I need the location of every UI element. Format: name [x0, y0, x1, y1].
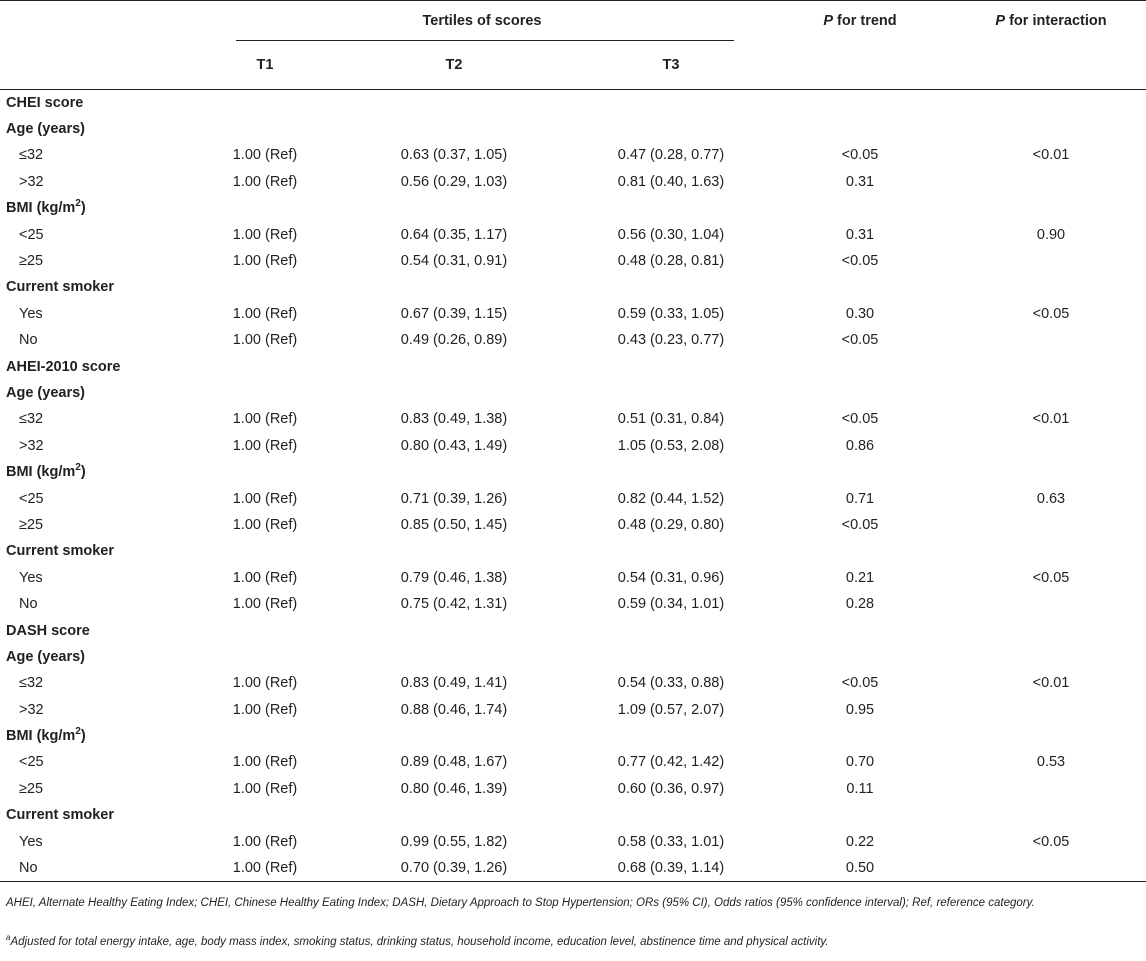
cell-t1: 1.00 (Ref)	[232, 411, 298, 428]
cell-t3: 0.48 (0.29, 0.80)	[617, 516, 725, 533]
table-row	[0, 749, 1146, 775]
p-trend-header	[764, 1, 956, 41]
group-label-text: Age (years)	[6, 648, 85, 665]
cell-t1: 1.00 (Ref)	[232, 226, 298, 243]
cell-t2: 0.64 (0.35, 1.17)	[400, 226, 508, 243]
group-label	[0, 538, 1146, 564]
group-label-text: Current smoker	[6, 807, 114, 824]
p-interaction-rest: for interaction	[1005, 12, 1107, 29]
row-label: No	[19, 332, 38, 349]
header-empty-cell	[0, 41, 200, 90]
cell-t2: 0.85 (0.50, 1.45)	[400, 516, 508, 533]
group-label-text: Current smoker	[6, 279, 114, 296]
t3-header: T3	[578, 41, 764, 90]
tertiles-label: Tertiles of scores	[422, 12, 542, 29]
cell-interaction: <0.01	[1032, 147, 1070, 164]
cell-trend: <0.05	[841, 332, 879, 349]
group-label-text: BMI (kg/m	[6, 464, 76, 481]
group-row	[0, 723, 1146, 749]
cell-t1: 1.00 (Ref)	[232, 675, 298, 692]
cell-t3: 0.60 (0.36, 0.97)	[617, 780, 725, 797]
footnote-abbreviations: AHEI, Alternate Healthy Eating Index; CHEI, Chinese Healthy Eating Index; DASH, Dietary Approach to Stop Hypertension; ORs (95% CI), Odds ratios (95% confidence interval); Ref, reference category.	[6, 897, 1035, 909]
group-label-text: BMI (kg/m	[6, 728, 76, 745]
header-row-2	[0, 41, 1146, 90]
cell-trend: 0.31	[845, 173, 875, 190]
group-label-text: Age (years)	[6, 384, 85, 401]
cell-t1: 1.00 (Ref)	[232, 833, 298, 850]
cell-interaction	[956, 248, 1146, 274]
table-row	[0, 248, 1146, 274]
cell-trend: 0.95	[845, 701, 875, 718]
tertiles-underline	[236, 40, 734, 41]
group-label-sup: 2	[75, 462, 81, 474]
section-row	[0, 90, 1146, 116]
cell-t2: 0.75 (0.42, 1.31)	[400, 596, 508, 613]
cell-t3: 1.05 (0.53, 2.08)	[617, 437, 725, 454]
table-row	[0, 433, 1146, 459]
cell-interaction: 0.90	[1036, 226, 1066, 243]
table-row	[0, 565, 1146, 591]
cell-trend: <0.05	[841, 147, 879, 164]
cell-t1: 1.00 (Ref)	[200, 855, 330, 881]
table-row	[0, 485, 1146, 511]
group-label-text: Current smoker	[6, 543, 114, 560]
row-label: ≥25	[19, 253, 44, 270]
cell-trend: 0.86	[845, 437, 875, 454]
table-row	[0, 670, 1146, 696]
table-row	[0, 512, 1146, 538]
cell-t1: 1.00 (Ref)	[232, 596, 298, 613]
group-label	[0, 116, 1146, 142]
group-row	[0, 644, 1146, 670]
cell-trend: 0.21	[845, 569, 875, 586]
group-label	[0, 380, 1146, 406]
table-row	[0, 169, 1146, 195]
cell-t3: 0.43 (0.23, 0.77)	[617, 332, 725, 349]
cell-t2: 0.88 (0.46, 1.74)	[400, 701, 508, 718]
group-row	[0, 274, 1146, 300]
table-row	[0, 855, 1146, 881]
table-row	[0, 221, 1146, 247]
cell-t3: 0.68 (0.39, 1.14)	[578, 855, 764, 881]
cell-t3: 0.59 (0.34, 1.01)	[617, 596, 725, 613]
cell-trend: 0.71	[845, 490, 875, 507]
row-label: ≤32	[19, 147, 44, 164]
table-row	[0, 776, 1146, 802]
row-label: Yes	[19, 833, 43, 850]
row-label: ≤32	[19, 411, 44, 428]
cell-t1: 1.00 (Ref)	[232, 754, 298, 771]
cell-interaction	[956, 169, 1146, 195]
group-row	[0, 380, 1146, 406]
cell-t3: 0.54 (0.31, 0.96)	[617, 569, 725, 586]
group-label-text: BMI (kg/m	[6, 200, 76, 217]
group-label-end: )	[80, 464, 86, 481]
group-label	[0, 274, 1146, 300]
cell-interaction	[956, 855, 1146, 881]
cell-t3: 0.56 (0.30, 1.04)	[617, 226, 725, 243]
cell-t2: 0.56 (0.29, 1.03)	[400, 173, 508, 190]
group-label	[0, 723, 1146, 749]
cell-trend: 0.28	[845, 596, 875, 613]
cell-t2: 0.80 (0.43, 1.49)	[400, 437, 508, 454]
row-label: ≥25	[19, 516, 44, 533]
cell-interaction: <0.05	[1032, 569, 1070, 586]
cell-t3: 0.81 (0.40, 1.63)	[617, 173, 725, 190]
group-label-end: )	[80, 728, 86, 745]
tertiles-header	[200, 1, 764, 41]
header-empty-cell	[956, 41, 1146, 90]
row-label: >32	[19, 437, 44, 454]
row-label: <25	[19, 490, 44, 507]
group-label	[0, 802, 1146, 828]
cell-interaction	[956, 512, 1146, 538]
table-row	[0, 696, 1146, 722]
cell-t3: 0.82 (0.44, 1.52)	[617, 490, 725, 507]
cell-t2: 0.54 (0.31, 0.91)	[400, 253, 508, 270]
section-title: CHEI score	[6, 94, 84, 111]
cell-trend: <0.05	[841, 516, 879, 533]
p-interaction-header	[956, 1, 1146, 41]
group-label-text: Age (years)	[6, 121, 85, 138]
cell-trend: 0.11	[846, 780, 874, 797]
cell-t2: 0.83 (0.49, 1.41)	[400, 675, 508, 692]
cell-t3: 1.09 (0.57, 2.07)	[617, 701, 725, 718]
cell-interaction: 0.63	[1036, 490, 1066, 507]
group-label-sup: 2	[75, 198, 81, 210]
cell-interaction: <0.01	[1032, 675, 1070, 692]
group-row	[0, 459, 1146, 485]
row-label: No	[0, 855, 200, 881]
t1-header: T1	[200, 41, 330, 90]
group-row	[0, 195, 1146, 221]
table-row	[0, 301, 1146, 327]
row-label: >32	[19, 701, 44, 718]
cell-t3: 0.59 (0.33, 1.05)	[617, 305, 725, 322]
cell-trend: 0.31	[845, 226, 875, 243]
group-label-sup: 2	[75, 726, 81, 738]
table-row	[0, 406, 1146, 432]
table-body	[0, 90, 1146, 882]
cell-trend: 0.22	[845, 833, 875, 850]
row-label: No	[19, 596, 38, 613]
cell-t3: 0.51 (0.31, 0.84)	[617, 411, 725, 428]
cell-t1: 1.00 (Ref)	[232, 253, 298, 270]
cell-t2: 0.70 (0.39, 1.26)	[330, 855, 578, 881]
header-row-1	[0, 1, 1146, 41]
cell-trend: <0.05	[841, 411, 879, 428]
cell-t3: 0.58 (0.33, 1.01)	[617, 833, 725, 850]
row-label: >32	[19, 173, 44, 190]
group-row	[0, 802, 1146, 828]
table-row	[0, 828, 1146, 854]
cell-t1: 1.00 (Ref)	[232, 490, 298, 507]
cell-t1: 1.00 (Ref)	[232, 332, 298, 349]
cell-interaction	[956, 327, 1146, 353]
cell-trend: <0.05	[841, 675, 879, 692]
cell-t2: 0.99 (0.55, 1.82)	[400, 833, 508, 850]
row-label: Yes	[19, 569, 43, 586]
row-label: Yes	[19, 305, 43, 322]
cell-t1: 1.00 (Ref)	[232, 305, 298, 322]
cell-t1: 1.00 (Ref)	[232, 516, 298, 533]
group-label	[0, 644, 1146, 670]
footnote-adjusted	[6, 933, 1142, 952]
row-label: <25	[19, 754, 44, 771]
cell-t1: 1.00 (Ref)	[232, 437, 298, 454]
cell-trend: 0.70	[845, 754, 875, 771]
cell-t2: 0.83 (0.49, 1.38)	[400, 411, 508, 428]
cell-t2: 0.79 (0.46, 1.38)	[400, 569, 508, 586]
cell-trend: <0.05	[841, 253, 879, 270]
cell-t1: 1.00 (Ref)	[232, 173, 298, 190]
cell-t1: 1.00 (Ref)	[232, 147, 298, 164]
group-row	[0, 538, 1146, 564]
group-label	[0, 195, 1146, 221]
header-empty-cell	[0, 1, 200, 41]
group-label	[0, 459, 1146, 485]
cell-t2: 0.80 (0.46, 1.39)	[400, 780, 508, 797]
cell-trend: 0.30	[845, 305, 875, 322]
table-row	[0, 591, 1146, 617]
row-label: <25	[19, 226, 44, 243]
footnote-marker: a	[6, 933, 11, 943]
cell-t1: 1.00 (Ref)	[232, 569, 298, 586]
cell-interaction: <0.05	[1032, 833, 1070, 850]
row-label: ≤32	[19, 675, 44, 692]
p-interaction-italic: P	[995, 12, 1006, 29]
p-trend-rest: for trend	[833, 12, 897, 29]
cell-t2: 0.63 (0.37, 1.05)	[400, 147, 508, 164]
group-row	[0, 116, 1146, 142]
table-row	[0, 327, 1146, 353]
section-row	[0, 353, 1146, 379]
cell-t3: 0.47 (0.28, 0.77)	[617, 147, 725, 164]
section-title: DASH score	[6, 622, 90, 639]
header-empty-cell	[764, 41, 956, 90]
cell-t2: 0.89 (0.48, 1.67)	[400, 754, 508, 771]
footnote-adjusted-text: Adjusted for total energy intake, age, body mass index, smoking status, drinking status, household income, education level, abstinence time and physical activity.	[10, 936, 829, 948]
cell-interaction: <0.01	[1032, 411, 1070, 428]
cell-t2: 0.67 (0.39, 1.15)	[400, 305, 508, 322]
cell-interaction: 0.53	[1036, 754, 1066, 771]
table-row	[0, 142, 1146, 168]
p-trend-italic: P	[823, 12, 834, 29]
group-label-end: )	[80, 200, 86, 217]
cell-interaction	[956, 776, 1146, 802]
cell-interaction	[956, 433, 1146, 459]
cell-trend: 0.50	[764, 855, 956, 881]
cell-t2: 0.49 (0.26, 0.89)	[400, 332, 508, 349]
cell-interaction	[956, 591, 1146, 617]
section-row	[0, 617, 1146, 643]
cell-t1: 1.00 (Ref)	[232, 701, 298, 718]
cell-t3: 0.48 (0.28, 0.81)	[617, 253, 725, 270]
cell-interaction	[956, 696, 1146, 722]
section-title: AHEI-2010 score	[6, 358, 121, 375]
cell-t1: 1.00 (Ref)	[232, 780, 298, 797]
cell-t2: 0.71 (0.39, 1.26)	[400, 490, 508, 507]
t2-header: T2	[330, 41, 578, 90]
cell-t3: 0.77 (0.42, 1.42)	[617, 754, 725, 771]
cell-t3: 0.54 (0.33, 0.88)	[617, 675, 725, 692]
row-label: ≥25	[19, 780, 44, 797]
cell-interaction: <0.05	[1032, 305, 1070, 322]
